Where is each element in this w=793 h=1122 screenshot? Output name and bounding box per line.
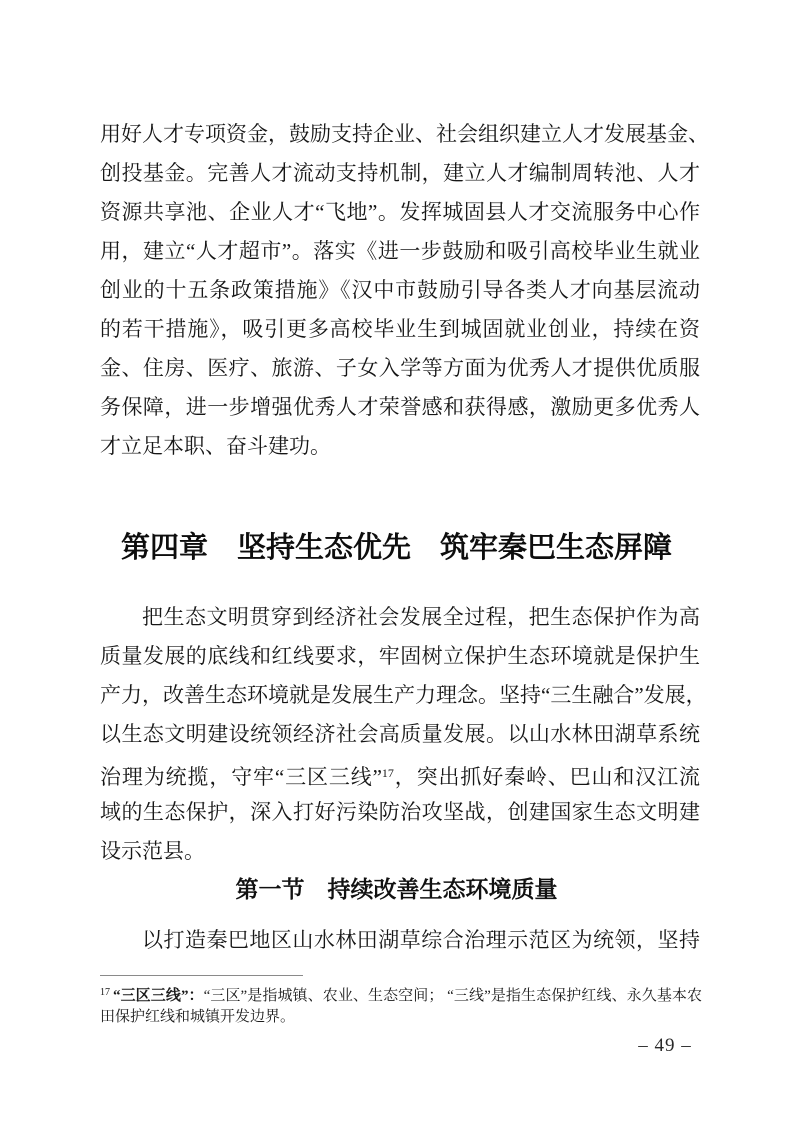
chapter-intro-paragraph [100, 598, 707, 871]
text-line: 设示范县。 [100, 839, 205, 863]
text-line: 金、住房、医疗、旅游、子女入学等方面为优秀人才提供优质服 [100, 356, 700, 380]
page-number: – 49 – [638, 1035, 692, 1056]
text-line: 治理为统揽，守牢“三区三线”$^{17}$，突出抓好秦岭、巴山和汉江流 [100, 765, 701, 789]
footnote-term: “三区三线”： [113, 988, 204, 1004]
section-body-paragraph [100, 921, 700, 960]
text-line: 域的生态保护，深入打好污染防治攻坚战，创建国家生态文明建 [100, 800, 700, 824]
text-line: 把生态文明贯穿到经济社会发展全过程，把生态保护作为高 [142, 605, 700, 629]
section-heading: 第一节 持续改善生态环境质量 [235, 876, 558, 902]
footnote-marker: 17 [100, 987, 110, 998]
text-line: 用，建立“人才超市”。落实《进一步鼓励和吸引高校毕业生就业 [100, 239, 700, 263]
text-line: 创投基金。完善人才流动支持机制，建立人才编制周转池、人才 [100, 161, 700, 185]
text-line: 产力，改善生态环境就是发展生产力理念。坚持“三生融合”发展， [100, 683, 707, 707]
footnote-text: “三区”是指城镇、农业、生态空间； “三线”是指生态保护红线、永久基本农田保护红线和城镇开发边界。 [100, 988, 702, 1025]
text-line: 务保障，进一步增强优秀人才荣誉感和获得感，激励更多优秀人 [100, 395, 700, 419]
text-line: 用好人才专项资金，鼓励支持企业、社会组织建立人才发展基金、 [100, 122, 709, 146]
text-line: 以打造秦巴地区山水林田湖草综合治理示范区为统领，坚持 [142, 928, 700, 952]
footnote-separator-rule [100, 975, 303, 976]
chapter-heading: 第四章 坚持生态优先 筑牢秦巴生态屏障 [120, 532, 672, 564]
continuation-paragraph [100, 115, 709, 466]
text-line: 创业的十五条政策措施》《汉中市鼓励引导各类人才向基层流动 [100, 278, 700, 302]
text-line: 的若干措施》，吸引更多高校毕业生到城固就业创业，持续在资 [100, 317, 700, 341]
footnote [100, 982, 702, 1028]
text-line: 质量发展的底线和红线要求，牢固树立保护生态环境就是保护生 [100, 644, 700, 668]
text-line: 才立足本职、奋斗建功。 [100, 434, 331, 458]
text-line: 以生态文明建设统领经济社会高质量发展。以山水林田湖草系统 [100, 722, 700, 746]
text-line: 资源共享池、企业人才“飞地”。发挥城固县人才交流服务中心作 [100, 200, 700, 224]
